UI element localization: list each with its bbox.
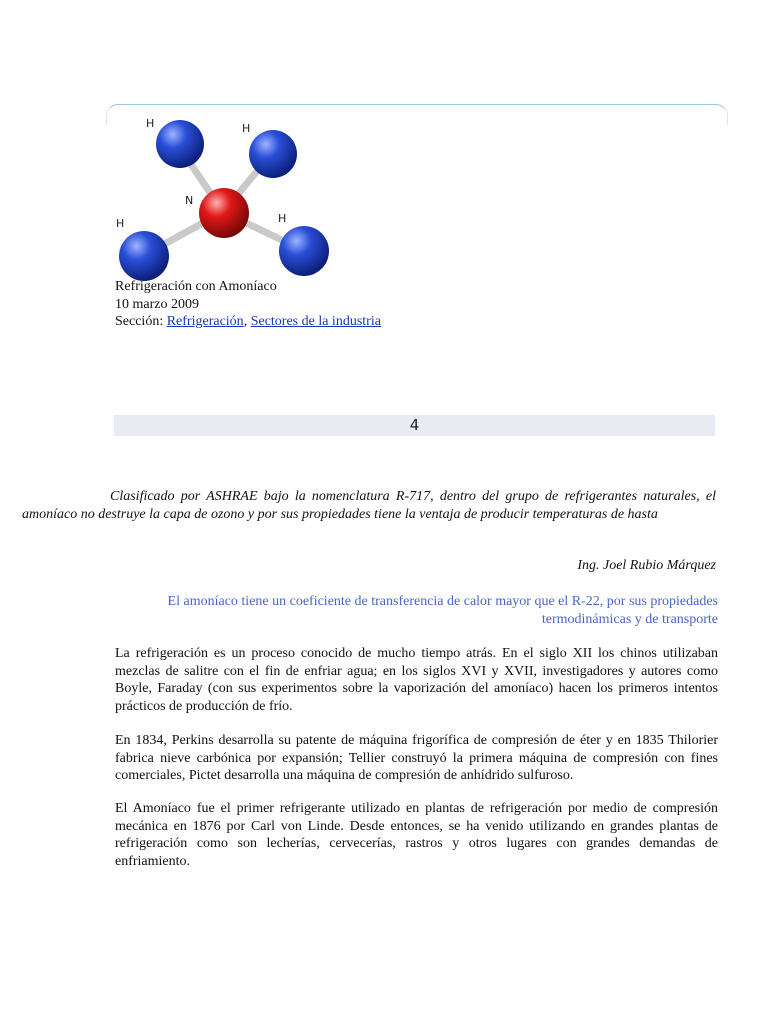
- hydrogen-atom: [119, 231, 169, 281]
- atom-label: H: [278, 212, 287, 225]
- article-section: [115, 313, 381, 331]
- atom-label: N: [185, 194, 194, 207]
- body-paragraph: El Amoníaco fue el primer refrigerante utilizado en plantas de refrigeración por medio de compresión mecánica en 1876 por Carl von Linde. Desde entonces, se ha venido utilizando en grandes plantas de refrigeración como son lecherías, cervecerías, rastros y otros lugares con grandes demandas de enfriamiento.: [115, 801, 718, 869]
- section-label: Sección:: [115, 314, 164, 329]
- ammonia-molecule-image: [108, 110, 338, 282]
- article-meta: [115, 278, 381, 331]
- highlight-quote: El amoníaco tiene un coeficiente de transferencia de calor mayor que el R-22, por sus propiedades termodinámicas y de transporte: [167, 594, 718, 627]
- hydrogen-atom: [156, 120, 204, 168]
- body-paragraph: En 1834, Perkins desarrolla su patente de máquina frigorífica de compresión de éter y en 1835 Thilorier fabrica nieve carbónica por expansión; Tellier construyó la primera máquina de compresión con fines comerciales, Pictet desarrolla una máquina de compresión de anhídrido sulfuroso.: [115, 733, 718, 783]
- intro-paragraph: Clasificado por ASHRAE bajo la nomenclatura R-717, dentro del grupo de refrigerantes naturales, el amoníaco no destruye la capa de ozono y por sus propiedades tiene la ventaja de producir temperaturas de hasta: [22, 489, 716, 522]
- article-title: Refrigeración con Amoníaco: [115, 279, 277, 294]
- hydrogen-atom: [249, 130, 297, 178]
- body-paragraph: La refrigeración es un proceso conocido de mucho tiempo atrás. En el siglo XII los chinos utilizaban mezclas de salitre con el fin de enfriar agua; en los siglos XVI y XVII, investigadores y autores como Boyle, Faraday (con sus experimentos sobre la vaporización del amoníaco) hacen los primeros intentos prácticos de producción de frío.: [115, 646, 718, 714]
- atom-label: H: [242, 122, 251, 135]
- section-separator: ,: [243, 314, 248, 329]
- author-name: Ing. Joel Rubio Márquez: [577, 558, 716, 573]
- atom-label: H: [146, 117, 155, 130]
- section-link-sectores[interactable]: Sectores de la industria: [250, 314, 381, 329]
- section-link-refrigeracion[interactable]: Refrigeración: [166, 314, 244, 329]
- page-number: 4: [114, 415, 715, 436]
- atom-label: H: [116, 217, 125, 230]
- hydrogen-atom: [279, 226, 329, 276]
- article-date: 10 marzo 2009: [115, 296, 199, 312]
- nitrogen-atom: [199, 188, 249, 238]
